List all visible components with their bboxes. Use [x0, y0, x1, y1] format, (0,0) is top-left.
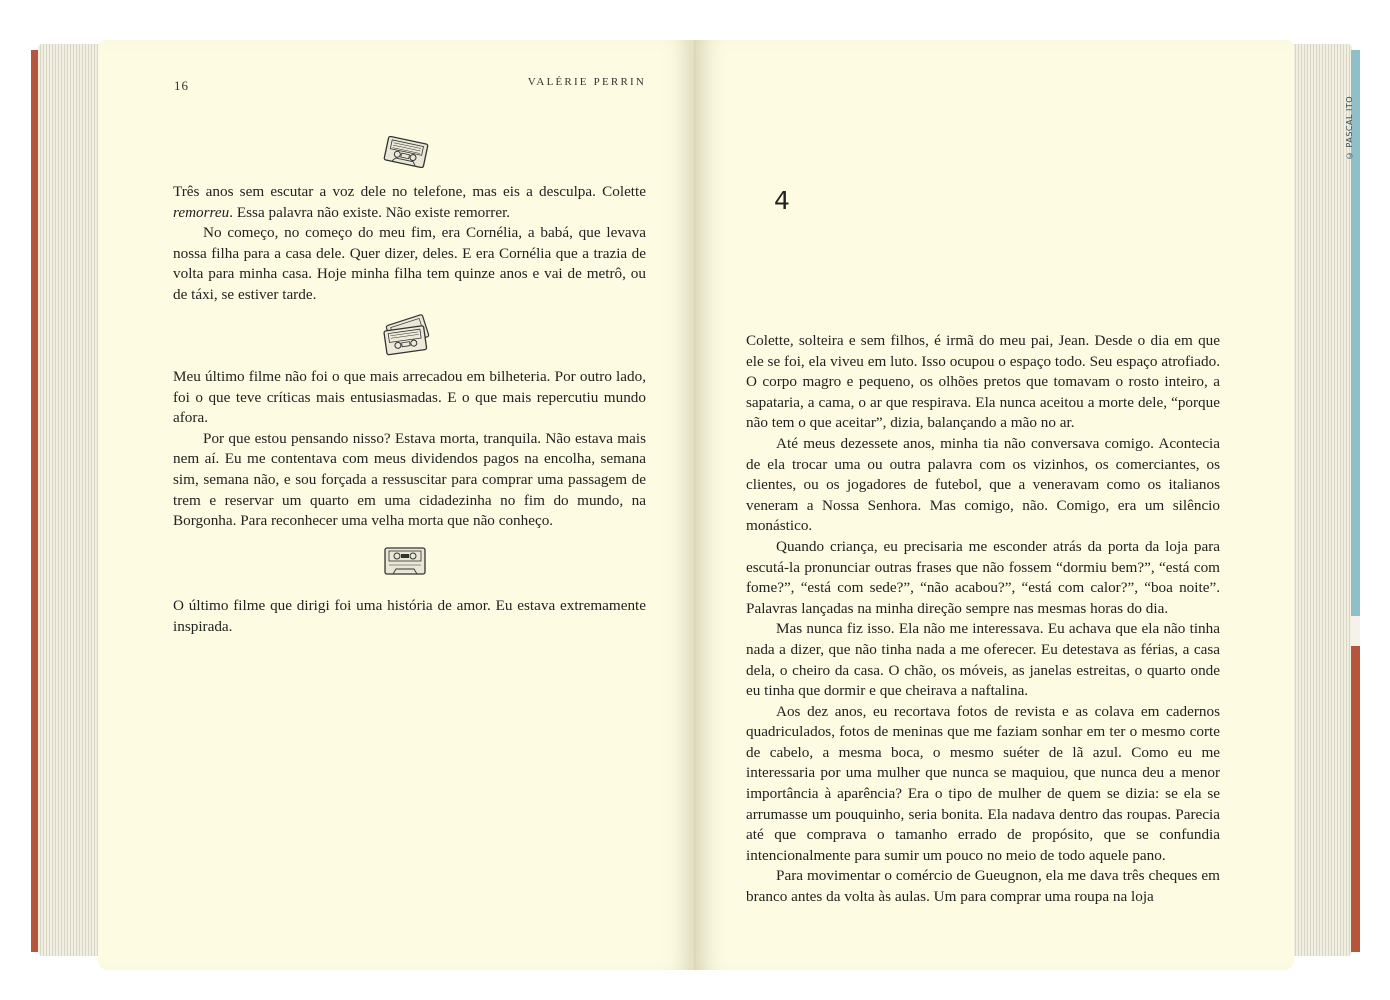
- cassette-tape-icon: [382, 136, 430, 168]
- text-run: . Essa palavra não existe. Não existe remorrer.: [229, 203, 511, 221]
- page-number: 16: [174, 78, 189, 93]
- page-edges-left: [38, 44, 100, 956]
- paragraph: Até meus dezessete anos, minha tia não conversava comigo. Acontecia de ela trocar uma ou outra palavra com os vizinhos, os comerciantes, os clientes, ou os jogadores de futebol, que a veneravam como os italianos veneram a Nossa Senhora. Mas comigo, não. Comigo, era um silêncio monástico.: [746, 434, 1220, 535]
- photo-credit: © PASCAL ITO: [1345, 95, 1354, 160]
- paragraph: Colette, solteira e sem filhos, é irmã do meu pai, Jean. Desde o dia em que ele se foi, ela viveu em luto. Isso ocupou o espaço todo. Seu espaço atrofiado. O corpo magro e pequeno, os olhões pretos que tomavam o rosto inteiro, a sapataria, a cama, o ar que respirava. Ela nunca aceitou a morte dele, “porque não tem o que aceitar”, dizia, balançando a mão no ar.: [746, 332, 1220, 432]
- chapter-4-text: [746, 331, 1220, 908]
- paragraph: Por que estou pensando nisso? Estava morta, tranquila. Não estava mais nem aí. Eu me contentava com meus dividendos pagos na encolha, semana sim, semana não, e sou forçada a ressuscitar para comprar uma passagem de trem e reservar um quarto em uma cidadezinha no fim do mundo, na Borgonha. Para reconhecer uma velha morta que não conheço.: [173, 429, 646, 530]
- italic-word: remorreu: [173, 203, 230, 221]
- cover-edge-right: [1351, 50, 1360, 952]
- paragraph: Meu último filme não foi o que mais arrecadou em bilheteria. Por outro lado, foi o que teve críticas mais entusiasmadas. E o que mais repercutiu mundo afora.: [173, 368, 646, 427]
- section-3-text: [173, 596, 646, 637]
- cassette-tapes-pair-icon: [380, 314, 434, 358]
- left-page: [98, 40, 694, 970]
- paragraph: Aos dez anos, eu recortava fotos de revista e as colava em cadernos quadriculados, fotos de meninas que me faziam sonhar em ter o mesmo corte de cabelo, a mesma boca, o mesmo suéter de lã azul. Como eu me interessaria por uma mulher que nunca se maquiou, que nunca deu a menor importância à aparência? Era o tipo de mulher de quem se dizia: se ela se arrumasse um pouquinho, seria bonita. Ela nadava dentro das roupas. Parecia até que comprava o tamanho errado de propósito, que se confundia intencionalmente para sumir um pouco no meio de todo aquele pano.: [746, 702, 1220, 864]
- cover-white-band: [1351, 616, 1360, 646]
- cassette-tape-flat-icon: [382, 544, 428, 578]
- paragraph: Para movimentar o comércio de Gueugnon, ela me dava três cheques em branco antes da volta às aulas. Um para comprar uma roupa na loja: [746, 867, 1220, 906]
- section-2-text: [173, 367, 646, 532]
- text-run: Três anos sem escutar a voz dele no telefone, mas eis a desculpa. Colette: [173, 183, 646, 200]
- running-head: VALÉRIE PERRIN: [527, 76, 646, 88]
- right-page: [696, 40, 1294, 970]
- page-edges-right: [1290, 44, 1352, 956]
- paragraph: [173, 182, 646, 223]
- cover-red-band: [1351, 646, 1360, 952]
- chapter-number: 4: [774, 186, 790, 215]
- paragraph: O último filme que dirigi foi uma história de amor. Eu estava extremamente inspirada.: [173, 597, 646, 635]
- paragraph: Quando criança, eu precisaria me esconder atrás da porta da loja para escutá-la pronunciar outras frases que não fossem “dormiu bem?”, “está com fome?”, “está com sede?”, “não acabou?”, “está com calor?”, “boa noite”. Palavras lançadas na minha direção sempre nas mesmas horas do dia.: [746, 537, 1220, 617]
- paragraph: Mas nunca fiz isso. Ela não me interessava. Eu achava que ela não tinha nada a dizer, que não tinha nada a me oferecer. Eu detestava as férias, a casa dela, o cheiro da casa. O chão, os móveis, as janelas estreitas, o quarto onde eu tinha que dormir e que cheirava a naftalina.: [746, 620, 1220, 700]
- section-1-text: [173, 182, 646, 306]
- paragraph: No começo, no começo do meu fim, era Cornélia, a babá, que levava nossa filha para a casa dele. Quer dizer, deles. E era Cornélia que a trazia de volta para minha casa. Hoje minha filha tem quinze anos e vai de metrô, ou de táxi, se estiver tarde.: [173, 224, 646, 303]
